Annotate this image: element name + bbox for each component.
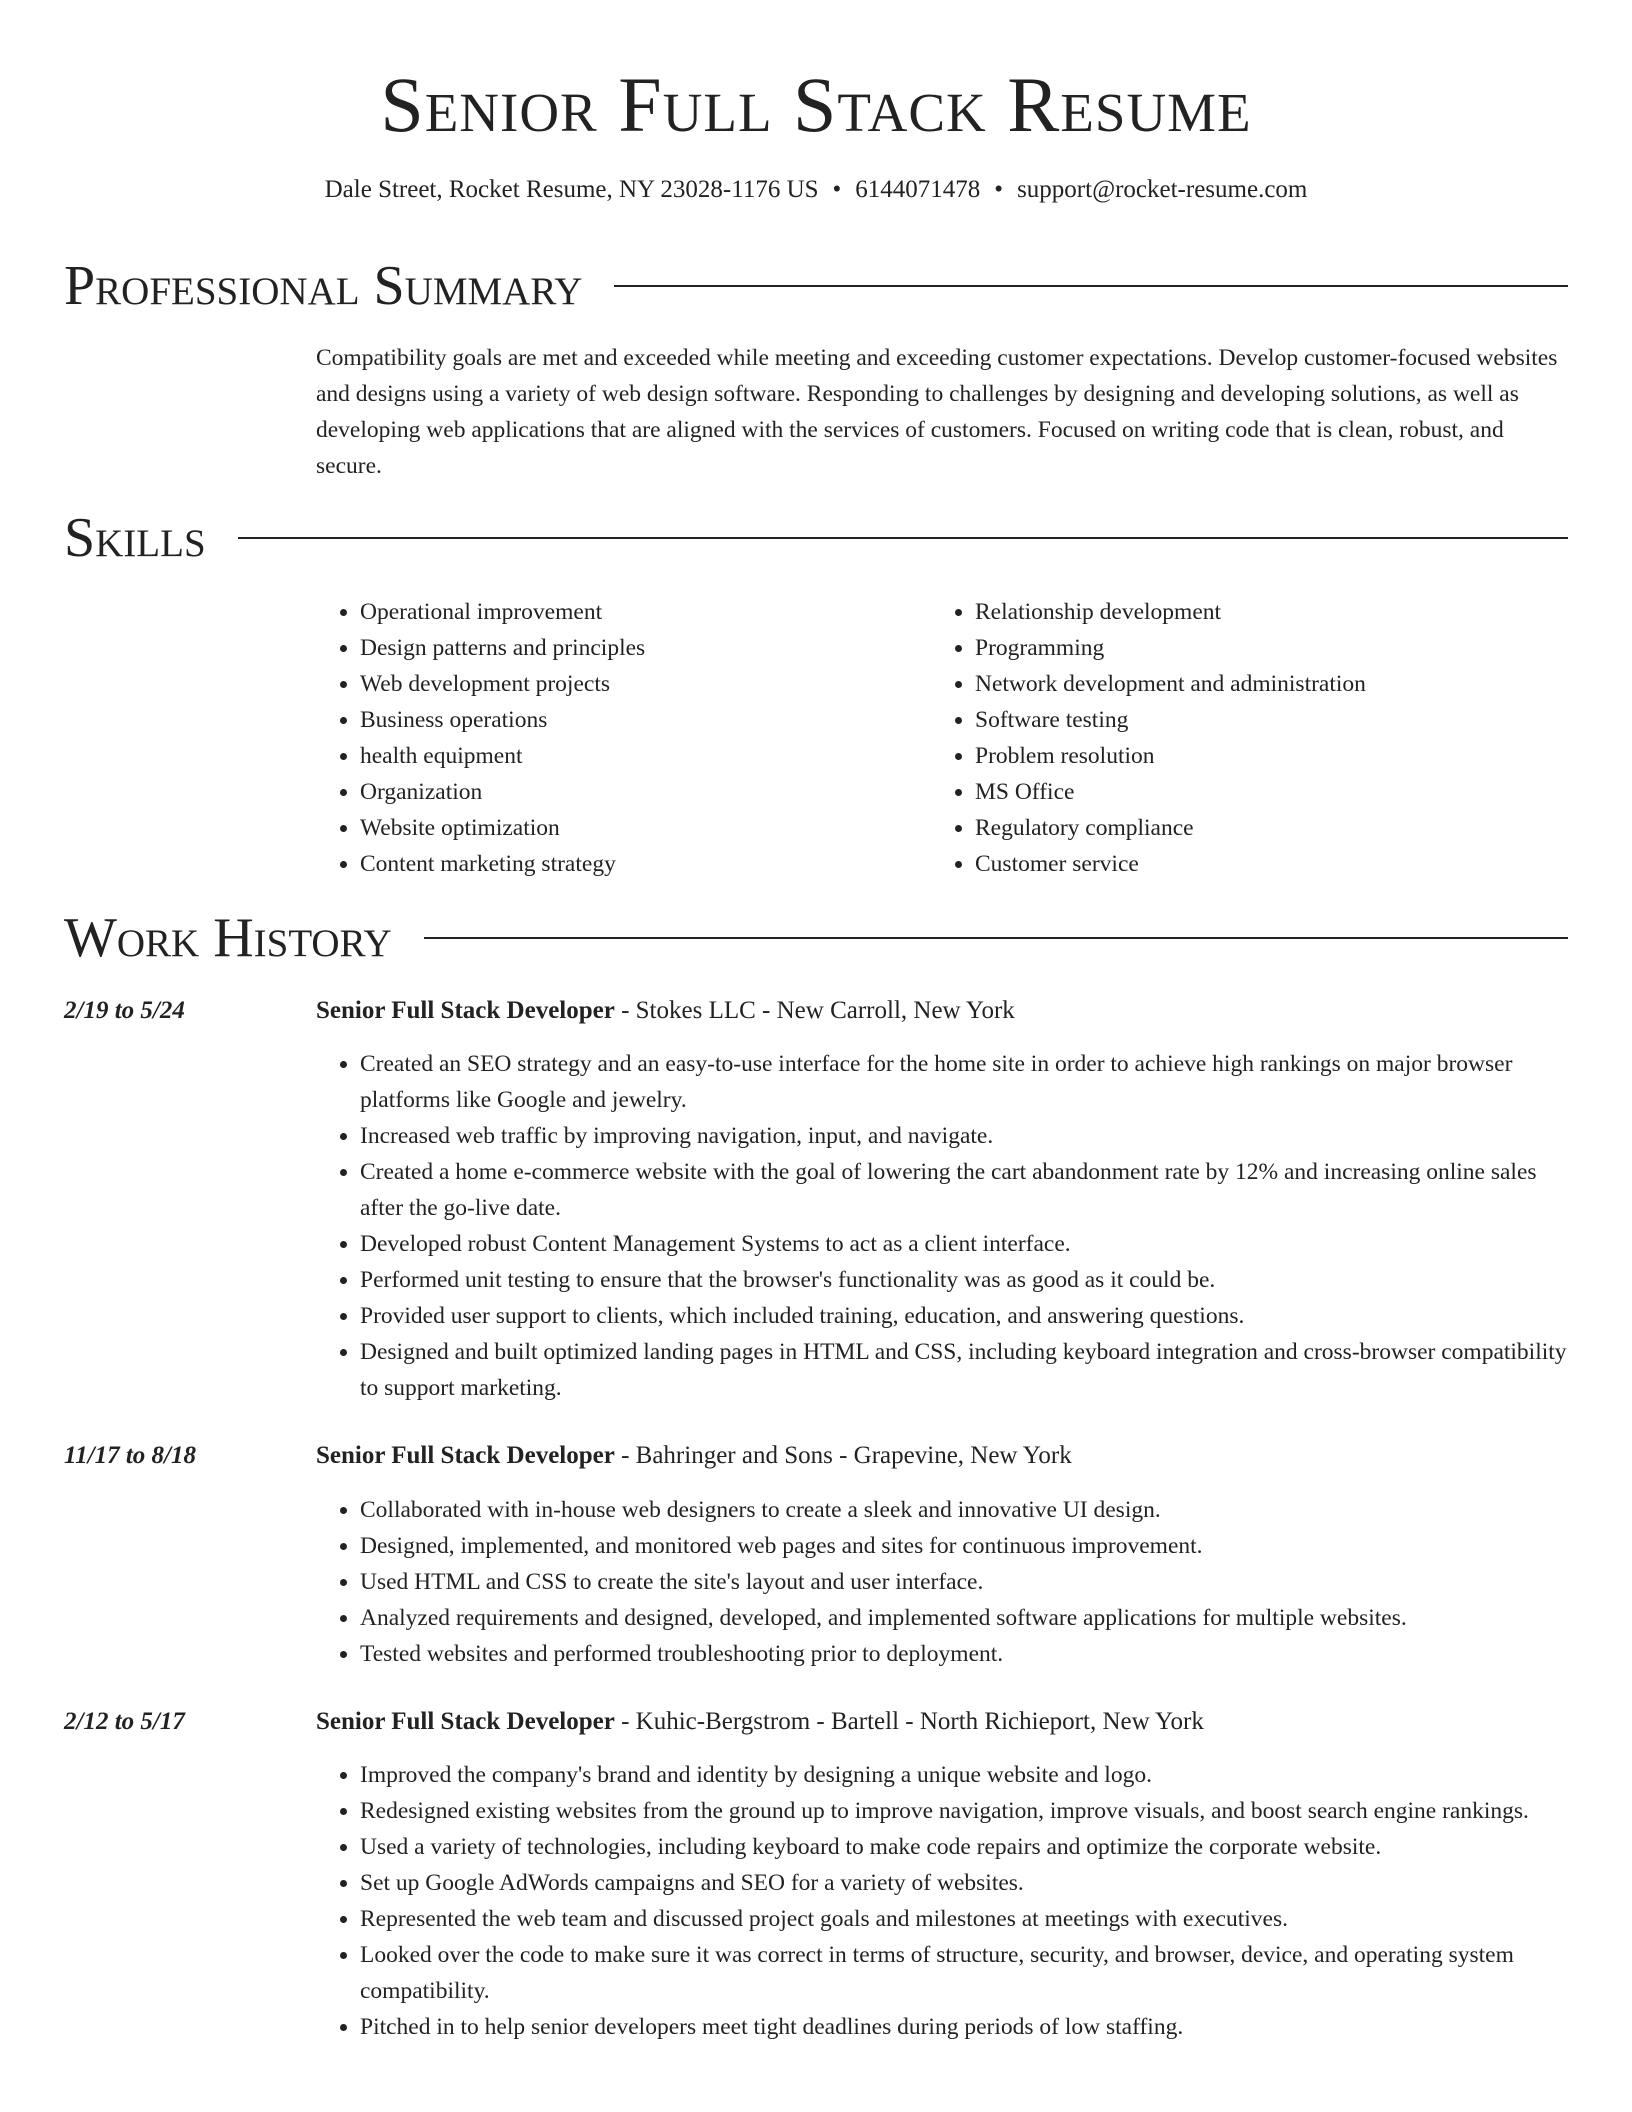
contact-phone: 6144071478 bbox=[855, 176, 981, 203]
skill-item: • Organization bbox=[360, 774, 920, 810]
job-bullet: • Looked over the code to make sure it was correct in terms of structure, security, and browser, device, and operating system compatibility. bbox=[360, 1937, 1570, 2009]
job-dates: 2/12 to 5/17 bbox=[64, 1708, 185, 1735]
job-bullet: • Created an SEO strategy and an easy-to-use interface for the home site in order to achieve high rankings on major browser platforms like Google and jewelry. bbox=[360, 1046, 1570, 1118]
job-header bbox=[64, 993, 1570, 1029]
skill-item: • Content marketing strategy bbox=[360, 846, 920, 882]
job-role: Senior Full Stack Developer bbox=[316, 997, 615, 1024]
job-bullet: • Increased web traffic by improving navigation, input, and navigate. bbox=[360, 1118, 1570, 1154]
job-bullet: • Used a variety of technologies, including keyboard to make code repairs and optimize the corporate website. bbox=[360, 1829, 1570, 1865]
skill-item: • Regulatory compliance bbox=[975, 810, 1575, 846]
job-bullets bbox=[316, 1757, 1570, 2045]
skill-item: • Design patterns and principles bbox=[360, 630, 920, 666]
contact-line bbox=[0, 174, 1632, 206]
job-title-line bbox=[316, 993, 1015, 1029]
job-bullet: • Redesigned existing websites from the ground up to improve navigation, improve visuals, and boost search engine rankings. bbox=[360, 1793, 1570, 1829]
job-bullet: • Represented the web team and discussed project goals and milestones at meetings with executives. bbox=[360, 1901, 1570, 1937]
job-bullet: • Pitched in to help senior developers meet tight deadlines during periods of low staffing. bbox=[360, 2009, 1570, 2045]
skill-item: • Network development and administration bbox=[975, 666, 1575, 702]
job-title-line bbox=[316, 1704, 1204, 1740]
job-bullets bbox=[316, 1046, 1570, 1406]
skill-item: • Problem resolution bbox=[975, 738, 1575, 774]
job-header bbox=[64, 1438, 1570, 1474]
skills-section-heading bbox=[64, 506, 1568, 570]
job-header bbox=[64, 1704, 1570, 1740]
job-company: - Stokes LLC - New Carroll, New York bbox=[621, 997, 1015, 1024]
job-bullet: • Used HTML and CSS to create the site's layout and user interface. bbox=[360, 1564, 1570, 1600]
skills-heading: Skills bbox=[64, 507, 206, 569]
job-dates: 2/19 to 5/24 bbox=[64, 997, 185, 1024]
skill-item: • Web development projects bbox=[360, 666, 920, 702]
job-bullet: • Created a home e-commerce website with the goal of lowering the cart abandonment rate by 12% and increasing online sales after the go-live date. bbox=[360, 1154, 1570, 1226]
job-title-line bbox=[316, 1438, 1072, 1474]
job-bullet: • Designed, implemented, and monitored web pages and sites for continuous improvement. bbox=[360, 1528, 1570, 1564]
skill-item: • Customer service bbox=[975, 846, 1575, 882]
job-bullets bbox=[316, 1492, 1570, 1672]
summary-heading: Professional Summary bbox=[64, 255, 583, 317]
summary-text: Compatibility goals are met and exceeded while meeting and exceeding customer expectations. Develop customer-focused websites and designs using a variety of web design software. Responding to challenges by designing and developing solutions, as well as developing web applications that are aligned with the services of customers. Focused on writing code that is clean, robust, and secure. bbox=[316, 345, 1558, 479]
job-bullet: • Provided user support to clients, which included training, education, and answering questions. bbox=[360, 1298, 1570, 1334]
job-bullet: • Performed unit testing to ensure that the browser's functionality was as good as it could be. bbox=[360, 1262, 1570, 1298]
skill-item: • Programming bbox=[975, 630, 1575, 666]
section-divider bbox=[238, 537, 1568, 539]
job-bullet: • Developed robust Content Management Systems to act as a client interface. bbox=[360, 1226, 1570, 1262]
contact-email: support@rocket-resume.com bbox=[1017, 176, 1308, 203]
job-company: - Kuhic-Bergstrom - Bartell - North Richieport, New York bbox=[621, 1708, 1204, 1735]
section-divider bbox=[424, 937, 1568, 939]
job-company: - Bahringer and Sons - Grapevine, New York bbox=[621, 1442, 1072, 1469]
skills-list-right bbox=[931, 594, 1575, 882]
job-bullet: • Tested websites and performed troubleshooting prior to deployment. bbox=[360, 1636, 1570, 1672]
job-bullet: • Designed and built optimized landing pages in HTML and CSS, including keyboard integration and cross-browser compatibility to support marketing. bbox=[360, 1334, 1570, 1406]
summary-section-heading bbox=[64, 254, 1568, 318]
section-divider bbox=[614, 285, 1568, 287]
skill-item: • Software testing bbox=[975, 702, 1575, 738]
job-bullet: • Improved the company's brand and identity by designing a unique website and logo. bbox=[360, 1757, 1570, 1793]
resume-title: Senior Full Stack Resume bbox=[380, 61, 1252, 148]
skill-item: • health equipment bbox=[360, 738, 920, 774]
skill-item: • Website optimization bbox=[360, 810, 920, 846]
skills-list-left bbox=[316, 594, 920, 882]
job-dates: 11/17 to 8/18 bbox=[64, 1442, 196, 1469]
contact-separator: • bbox=[832, 176, 842, 203]
job-bullet: • Set up Google AdWords campaigns and SEO for a variety of websites. bbox=[360, 1865, 1570, 1901]
work-history-section-heading bbox=[64, 906, 1568, 970]
job-bullet: • Analyzed requirements and designed, developed, and implemented software applications for multiple websites. bbox=[360, 1600, 1570, 1636]
work-history-heading: Work History bbox=[64, 907, 392, 969]
job-role: Senior Full Stack Developer bbox=[316, 1708, 615, 1735]
job-bullet: • Collaborated with in-house web designers to create a sleek and innovative UI design. bbox=[360, 1492, 1570, 1528]
skill-item: • Operational improvement bbox=[360, 594, 920, 630]
contact-address: Dale Street, Rocket Resume, NY 23028-1176 US bbox=[324, 176, 819, 203]
contact-separator: • bbox=[994, 176, 1004, 203]
skill-item: • Business operations bbox=[360, 702, 920, 738]
job-role: Senior Full Stack Developer bbox=[316, 1442, 615, 1469]
skill-item: • Relationship development bbox=[975, 594, 1575, 630]
skill-item: • MS Office bbox=[975, 774, 1575, 810]
